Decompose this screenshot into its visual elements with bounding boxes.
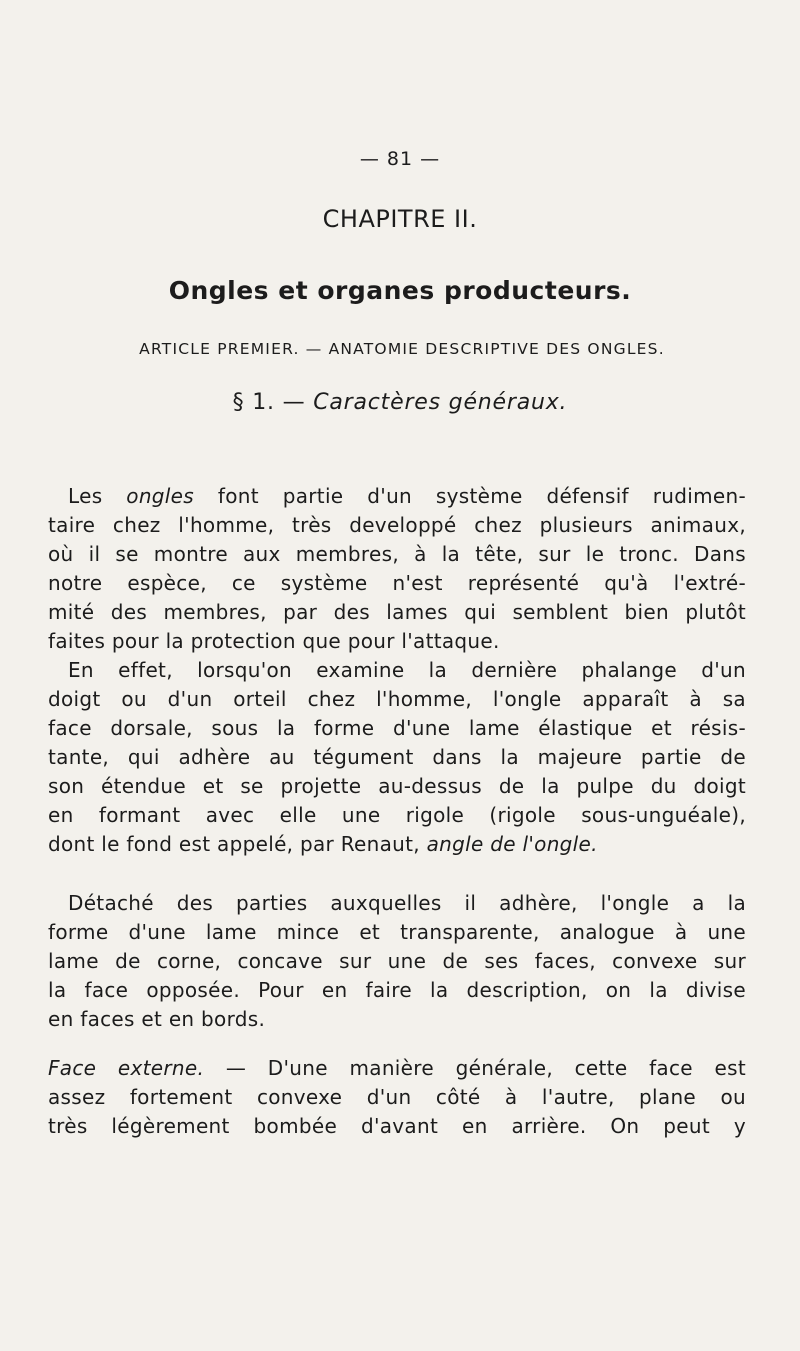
text-line: En effet, lorsqu'on examine la dernière phalange d'un [68, 658, 746, 682]
text-line: très légèrement bombée d'avant en arrière. On peut y [48, 1114, 746, 1138]
text-line: lame de corne, concave sur une de ses faces, convexe sur [48, 949, 746, 973]
paragraph-3 [48, 1054, 746, 1141]
text-span: dont le fond est appelé, par Renaut, [48, 832, 427, 856]
emphasis-text: angle de l'ongle. [426, 832, 598, 856]
text-line: la face opposée. Pour en faire la description, on la divise [48, 978, 746, 1002]
text-line: notre espèce, ce système n'est représenté qu'à l'extré- [48, 571, 746, 595]
chapter-title: Ongles et organes producteurs. [168, 276, 632, 305]
paragraph-1 [48, 482, 746, 859]
page-number: — 81 — [359, 148, 441, 170]
text-line: forme d'une lame mince et transparente, analogue à une [48, 920, 746, 944]
text-line: taire chez l'homme, très developpé chez plusieurs animaux, [48, 513, 746, 537]
emphasis-text: Face externe. [48, 1056, 205, 1080]
text-line: où il se montre aux membres, à la tête, sur le tronc. Dans [48, 542, 746, 566]
text-line [48, 830, 746, 859]
paragraph-2 [48, 889, 746, 1034]
text-line: son étendue et se projette au-dessus de la pulpe du doigt [48, 774, 746, 798]
text-span: Les [68, 484, 127, 508]
text-line: face dorsale, sous la forme d'une lame élastique et résis- [48, 716, 746, 740]
chapter-heading: CHAPITRE II. [322, 205, 478, 233]
text-line: en faces et en bords. [48, 1007, 266, 1031]
text-span: — D'une manière générale, cette face est [204, 1056, 746, 1080]
text-line: doigt ou d'un orteil chez l'homme, l'ongle apparaît à sa [48, 687, 746, 711]
text-span: font partie d'un système défensif rudimen- [194, 484, 746, 508]
text-line: mité des membres, par des lames qui semblent bien plutôt [48, 600, 746, 624]
emphasis-text: ongles [126, 484, 194, 508]
text-line: Détaché des parties auxquelles il adhère, l'ongle a la [68, 891, 746, 915]
text-line [48, 482, 746, 511]
section-heading [0, 390, 800, 415]
text-line: en formant avec elle une rigole (rigole sous-unguéale), [48, 803, 746, 827]
section-title: Caractères généraux. [313, 390, 568, 415]
text-line: tante, qui adhère au tégument dans la majeure partie de [48, 745, 746, 769]
text-line: faites pour la protection que pour l'attaque. [48, 629, 500, 653]
text-line: assez fortement convexe d'un côté à l'autre, plane ou [48, 1085, 746, 1109]
text-line [48, 1054, 746, 1083]
article-heading: ARTICLE PREMIER. — ANATOMIE DESCRIPTIVE DES ONGLES. [139, 340, 665, 358]
section-number: § 1. — [232, 390, 314, 415]
